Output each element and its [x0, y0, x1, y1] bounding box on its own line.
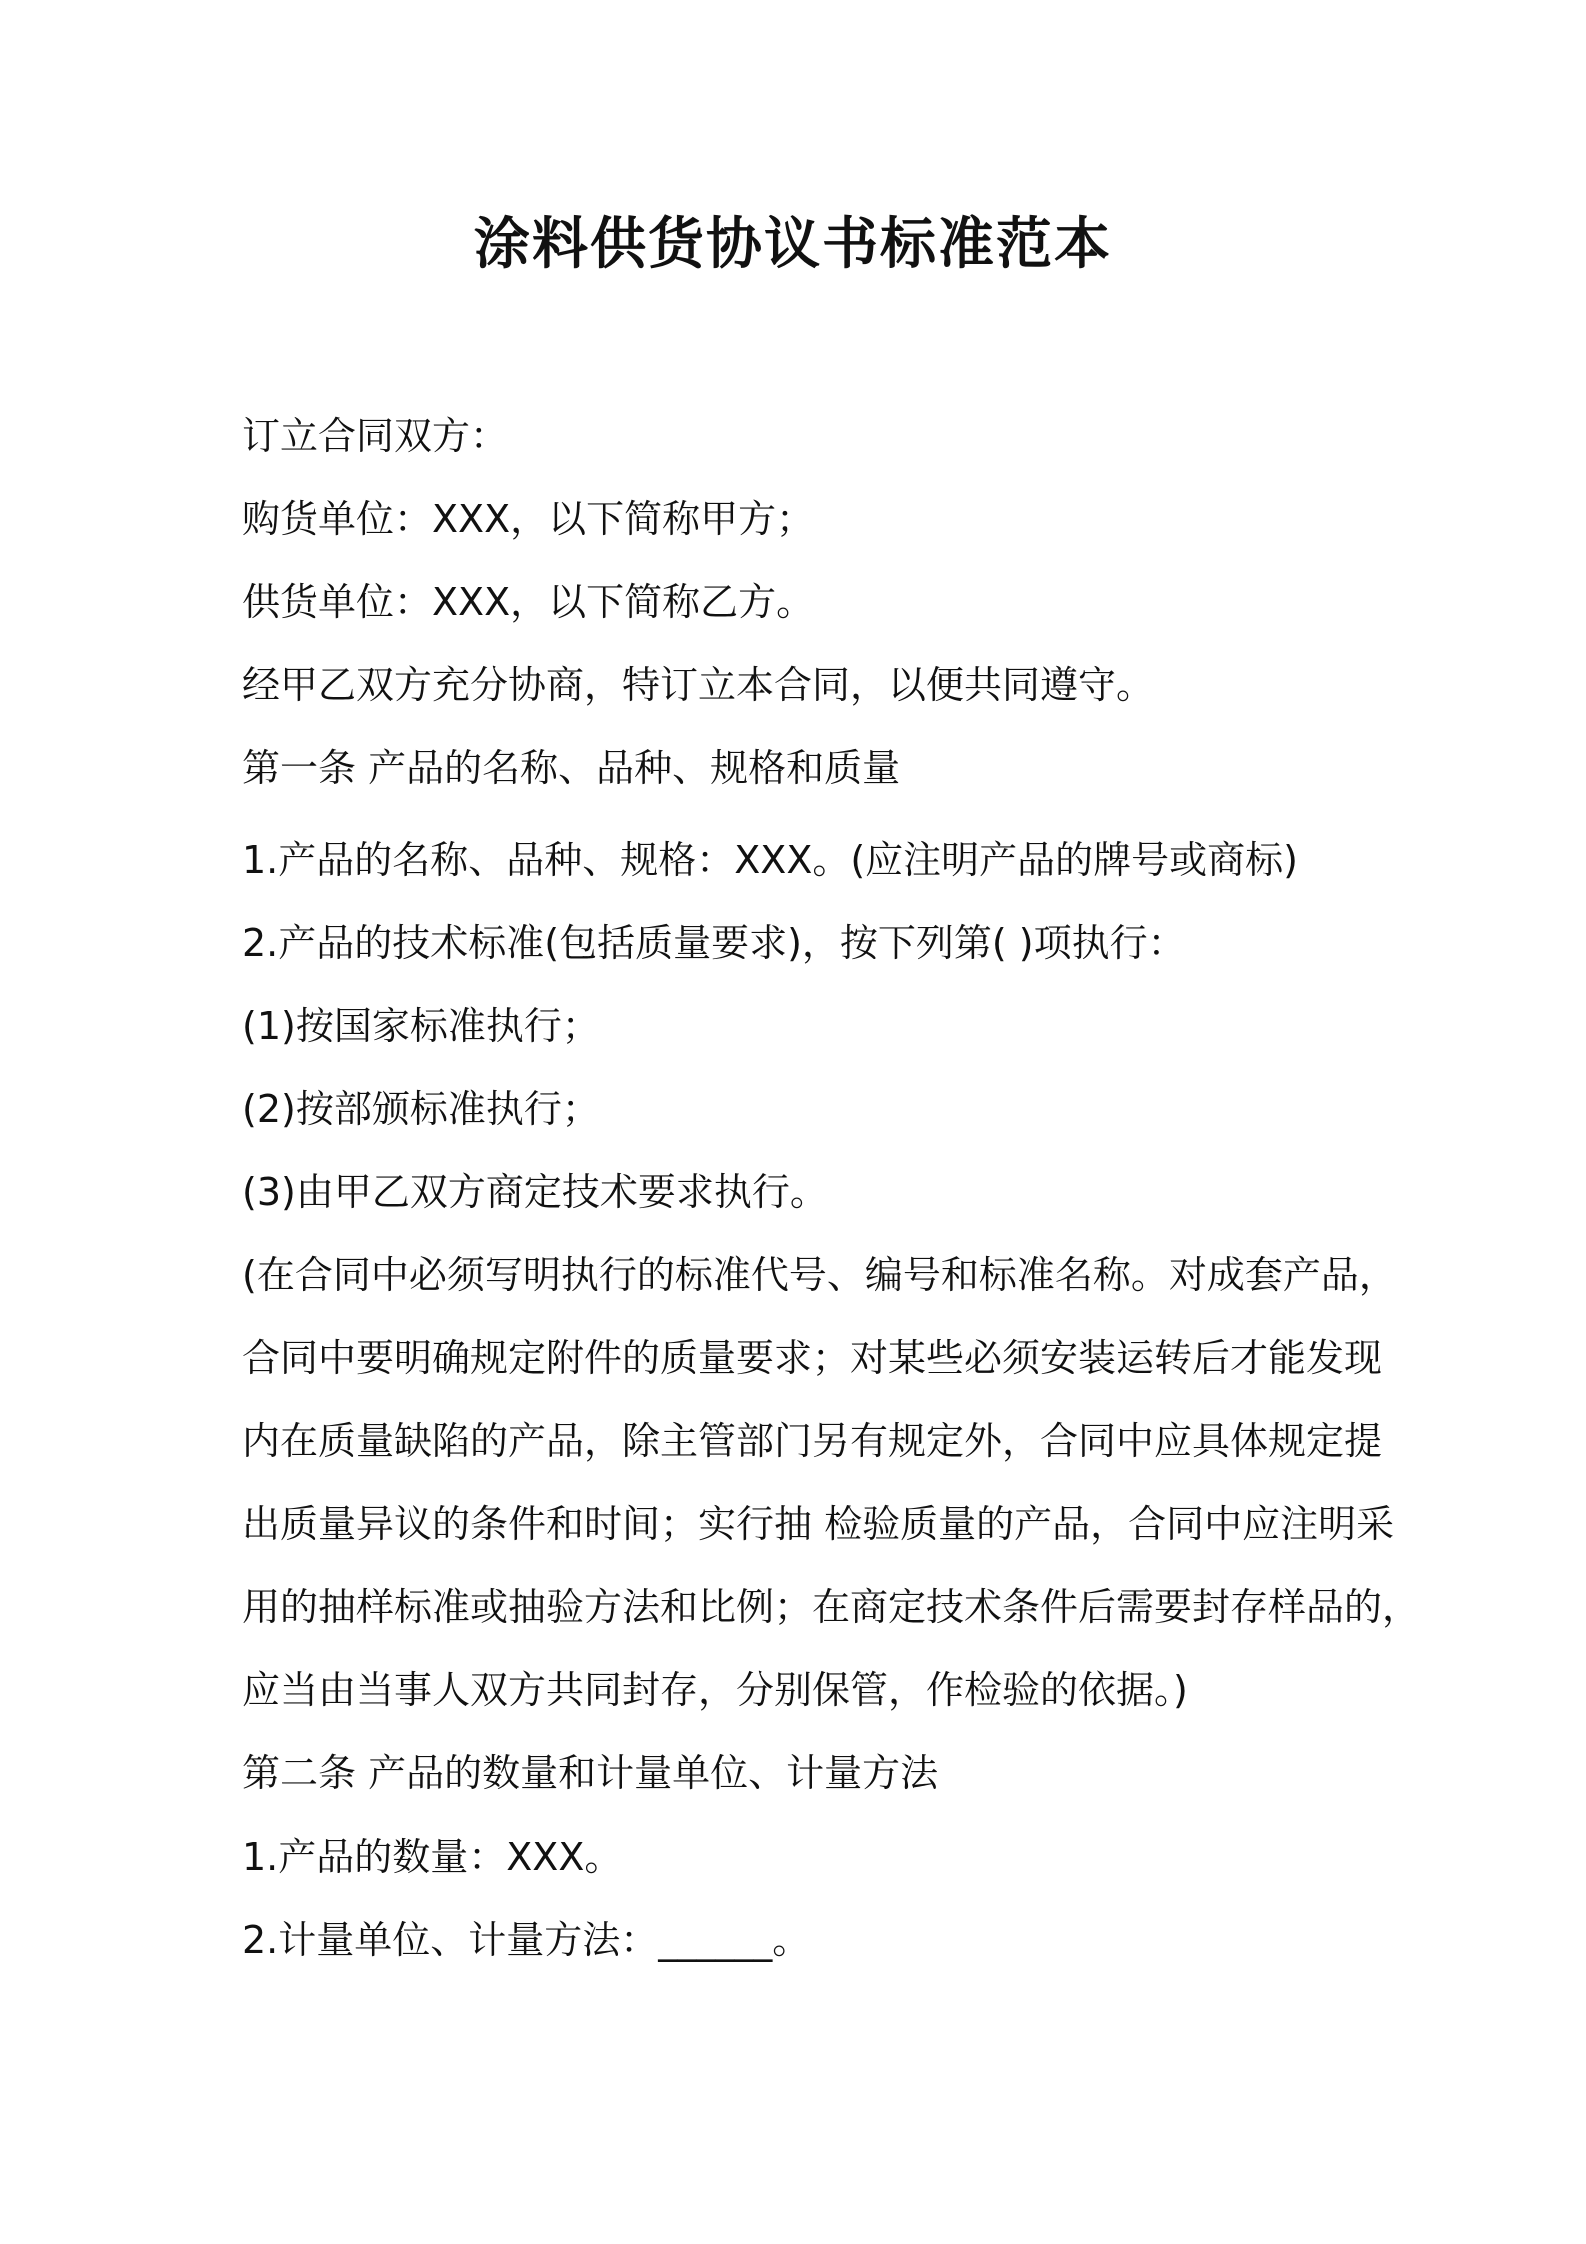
text-line: 1.产品的数量：XXX。: [242, 1835, 623, 1879]
text-line: 出质量异议的条件和时间；实行抽 检验质量的产品，合同中应注明采: [242, 1502, 1395, 1546]
text-line: 用的抽样标准或抽验方法和比例；在商定技术条件后需要封存样品的，: [242, 1585, 1421, 1629]
article-heading: 第二条 产品的数量和计量单位、计量方法: [242, 1751, 939, 1795]
text-line: 内在质量缺陷的产品，除主管部门另有规定外，合同中应具体规定提: [242, 1419, 1383, 1463]
text-line: (1)按国家标准执行；: [242, 1004, 600, 1048]
text-line: 2.计量单位、计量方法：______。: [242, 1918, 811, 1962]
text-line: 购货单位：XXX，以下简称甲方；: [242, 497, 815, 541]
text-line: 合同中要明确规定附件的质量要求；对某些必须安装运转后才能发现: [242, 1336, 1383, 1380]
text-line: (2)按部颁标准执行；: [242, 1087, 600, 1131]
text-line: (在合同中必须写明执行的标准代号、编号和标准名称。对成套产品，: [242, 1253, 1397, 1297]
text-line: 2.产品的技术标准(包括质量要求)，按下列第( )项执行：: [242, 921, 1186, 965]
text-line: (3)由甲乙双方商定技术要求执行。: [242, 1170, 828, 1214]
text-line: 应当由当事人双方共同封存，分别保管，作检验的依据。): [242, 1668, 1188, 1712]
text-line: 经甲乙双方充分协商，特订立本合同，以便共同遵守。: [242, 663, 1155, 707]
article-heading: 第一条 产品的名称、品种、规格和质量: [242, 746, 901, 790]
text-line: 1.产品的名称、品种、规格：XXX。(应注明产品的牌号或商标): [242, 838, 1299, 882]
document-title: 涂料供货协议书标准范本: [474, 212, 1112, 277]
text-line: 供货单位：XXX，以下简称乙方。: [242, 580, 815, 624]
text-line: 订立合同双方：: [242, 414, 509, 458]
